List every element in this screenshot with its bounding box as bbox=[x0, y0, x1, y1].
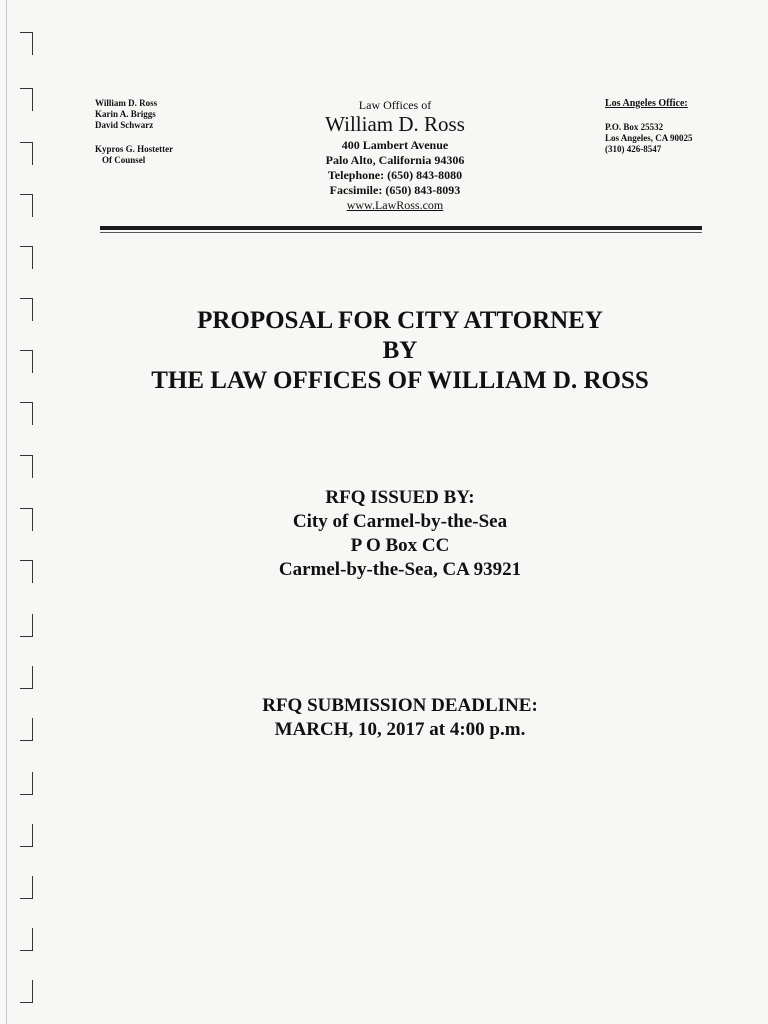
rfq-heading: RFQ ISSUED BY: bbox=[325, 487, 475, 508]
letterhead-divider bbox=[100, 226, 702, 230]
firm-letterhead bbox=[250, 98, 540, 213]
deadline-block bbox=[100, 694, 700, 742]
telephone: Telephone: (650) 843-8080 bbox=[327, 168, 463, 182]
binding-mark bbox=[20, 194, 33, 217]
binding-mark bbox=[20, 876, 33, 899]
la-city: Los Angeles, CA 90025 bbox=[605, 133, 693, 143]
title-line1: PROPOSAL FOR CITY ATTORNEY bbox=[197, 307, 603, 334]
counsel-name: Kypros G. Hostetter bbox=[95, 144, 174, 154]
attorney-name: Karin A. Briggs bbox=[95, 109, 156, 119]
rfq-po-box: P O Box CC bbox=[350, 535, 450, 556]
binding-mark bbox=[20, 666, 33, 689]
binding-mark bbox=[20, 824, 33, 847]
binding-mark bbox=[20, 560, 33, 583]
la-phone: (310) 426-8547 bbox=[605, 144, 662, 154]
la-po-box: P.O. Box 25532 bbox=[605, 122, 664, 132]
website-link[interactable]: www.LawRoss.com bbox=[346, 198, 444, 212]
proposal-title bbox=[100, 306, 700, 396]
attorney-name: David Schwarz bbox=[95, 120, 154, 130]
binding-mark bbox=[20, 614, 33, 637]
attorney-name: William D. Ross bbox=[95, 98, 158, 108]
letterhead-divider-thin bbox=[100, 232, 702, 233]
binding-mark bbox=[20, 718, 33, 741]
attorney-list bbox=[95, 98, 173, 166]
facsimile: Facsimile: (650) 843-8093 bbox=[329, 183, 461, 197]
binding-mark bbox=[20, 350, 33, 373]
binding-mark bbox=[20, 32, 33, 55]
rfq-issuer: City of Carmel-by-the-Sea bbox=[292, 511, 508, 532]
la-office bbox=[605, 98, 693, 155]
binding-mark bbox=[20, 928, 33, 951]
office-label: Law Offices of bbox=[358, 98, 432, 112]
binding-mark bbox=[20, 455, 33, 478]
binding-mark bbox=[20, 980, 33, 1003]
firm-name: William D. Ross bbox=[325, 112, 465, 136]
binding-mark bbox=[20, 246, 33, 269]
binding-mark bbox=[20, 298, 33, 321]
binding-mark bbox=[20, 142, 33, 165]
deadline-date: MARCH, 10, 2017 at 4:00 p.m. bbox=[274, 719, 526, 740]
binding-mark bbox=[20, 772, 33, 795]
la-office-heading: Los Angeles Office: bbox=[605, 98, 688, 109]
rfq-city: Carmel-by-the-Sea, CA 93921 bbox=[278, 559, 522, 580]
binding-mark bbox=[20, 508, 33, 531]
binding-mark bbox=[20, 88, 33, 111]
title-line2: BY bbox=[382, 337, 418, 364]
rfq-issuer-block bbox=[100, 486, 700, 582]
binding-rule bbox=[6, 0, 7, 1024]
binding-mark bbox=[20, 402, 33, 425]
binding-marks bbox=[0, 0, 40, 1024]
title-line3: THE LAW OFFICES OF WILLIAM D. ROSS bbox=[151, 367, 649, 394]
address-line1: 400 Lambert Avenue bbox=[341, 138, 449, 152]
address-line2: Palo Alto, California 94306 bbox=[325, 153, 465, 167]
counsel-title: Of Counsel bbox=[102, 155, 146, 165]
deadline-heading: RFQ SUBMISSION DEADLINE: bbox=[262, 695, 538, 716]
